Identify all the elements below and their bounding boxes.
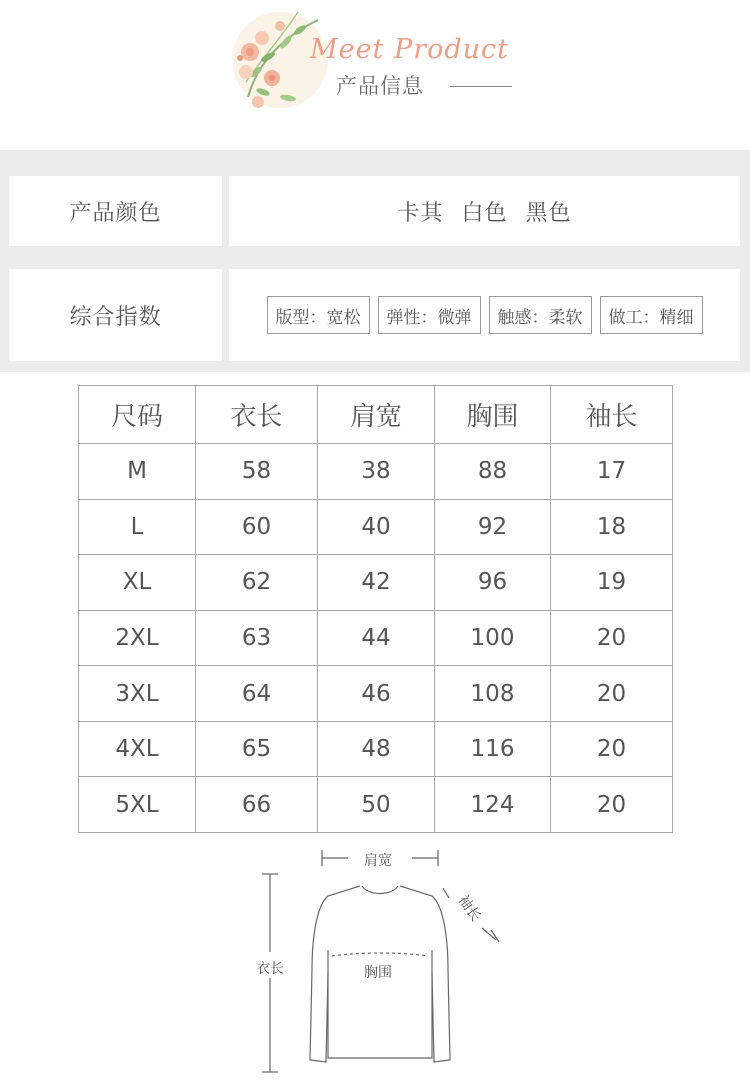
table-cell: 5XL (79, 777, 196, 833)
table-cell: 42 (318, 555, 435, 611)
table-cell: 88 (435, 444, 551, 500)
header-shoulder: 肩宽 (318, 386, 435, 444)
table-row (79, 666, 673, 722)
table-cell: 19 (551, 555, 673, 611)
header-size: 尺码 (79, 386, 196, 444)
table-cell: 40 (318, 499, 435, 555)
table-row (79, 610, 673, 666)
table-cell: M (79, 444, 196, 500)
table-cell: 108 (435, 666, 551, 722)
table-cell: 20 (551, 721, 673, 777)
table-cell: 64 (196, 666, 318, 722)
table-cell: 20 (551, 777, 673, 833)
size-table (78, 385, 673, 833)
color-values: 卡其 白色 黑色 (229, 176, 740, 246)
table-cell: 96 (435, 555, 551, 611)
table-cell: 4XL (79, 721, 196, 777)
sleeve-length-label: 袖长 (454, 892, 484, 925)
table-row (79, 444, 673, 500)
table-header-row (79, 386, 673, 444)
page-title: 产品信息 (336, 74, 424, 98)
table-cell: L (79, 499, 196, 555)
table-cell: 60 (196, 499, 318, 555)
table-cell: 17 (551, 444, 673, 500)
table-cell: 50 (318, 777, 435, 833)
table-row (79, 721, 673, 777)
tag-elasticity: 弹性：微弹 (378, 296, 481, 334)
header-chest: 胸围 (435, 386, 551, 444)
table-cell: 116 (435, 721, 551, 777)
tag-craft: 做工：精细 (600, 296, 703, 334)
table-cell: 62 (196, 555, 318, 611)
table-cell: 20 (551, 610, 673, 666)
table-cell: 66 (196, 777, 318, 833)
index-label: 综合指数 (9, 269, 222, 361)
table-cell: 20 (551, 666, 673, 722)
table-cell: XL (79, 555, 196, 611)
table-cell: 2XL (79, 610, 196, 666)
header-length: 衣长 (196, 386, 318, 444)
table-cell: 44 (318, 610, 435, 666)
header-sleeve: 袖长 (551, 386, 673, 444)
table-cell: 100 (435, 610, 551, 666)
table-cell: 58 (196, 444, 318, 500)
table-cell: 3XL (79, 666, 196, 722)
table-cell: 38 (318, 444, 435, 500)
index-values (229, 269, 740, 361)
table-cell: 63 (196, 610, 318, 666)
table-cell: 18 (551, 499, 673, 555)
body-length-label: 衣长 (256, 961, 284, 977)
measurement-diagram (240, 840, 520, 1083)
table-cell: 46 (318, 666, 435, 722)
color-label: 产品颜色 (9, 176, 222, 246)
shoulder-width-label: 肩宽 (364, 853, 392, 869)
table-row (79, 777, 673, 833)
chest-label: 胸围 (364, 965, 392, 981)
table-cell: 65 (196, 721, 318, 777)
table-cell: 48 (318, 721, 435, 777)
product-info-header (0, 0, 750, 150)
table-cell: 92 (435, 499, 551, 555)
script-title: Meet Product (310, 34, 510, 65)
product-info-panel (0, 150, 750, 372)
tag-touch: 触感：柔软 (489, 296, 592, 334)
table-row (79, 555, 673, 611)
tag-fit: 版型：宽松 (267, 296, 370, 334)
title-underline (450, 86, 512, 87)
table-row (79, 499, 673, 555)
table-cell: 124 (435, 777, 551, 833)
